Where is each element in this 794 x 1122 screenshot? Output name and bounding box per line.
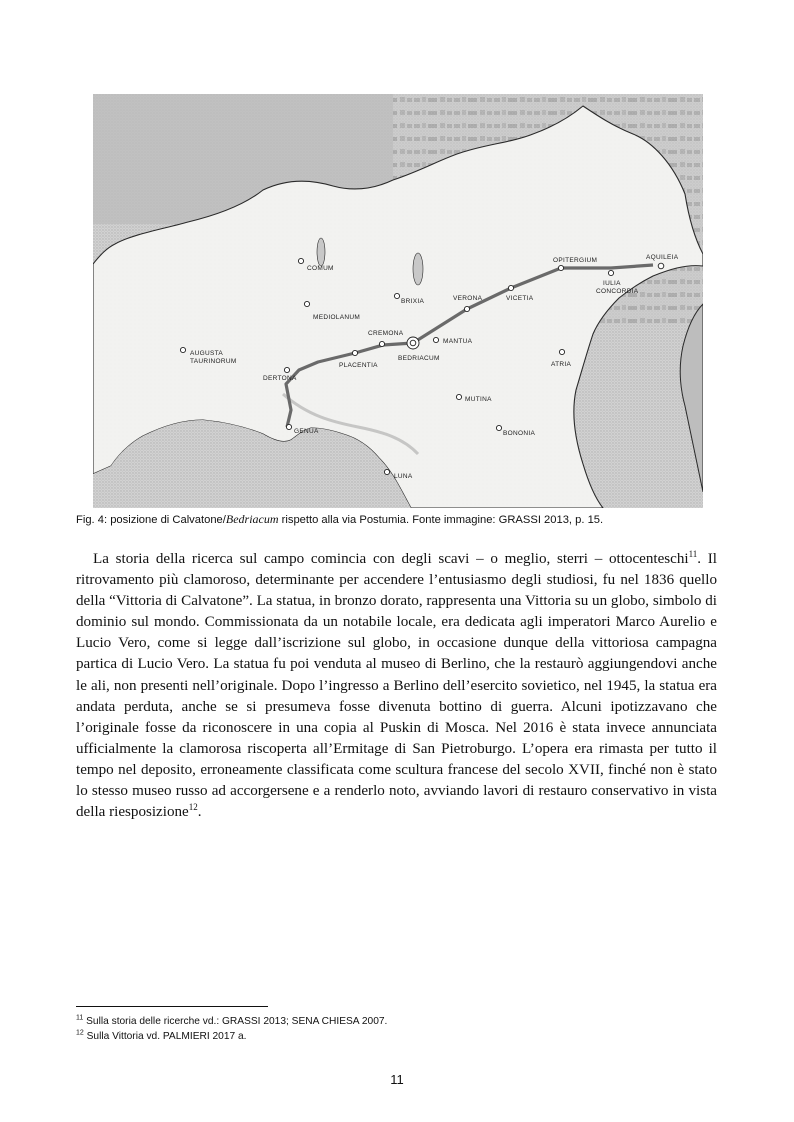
lake-garda [413,253,423,285]
caption-italic: Bedriacum [225,512,279,526]
footnote-separator [76,1006,268,1007]
marker-vicetia [508,285,513,290]
footnote-ref-12[interactable]: 12 [188,802,198,813]
marker-bedriacum-inner [410,340,416,346]
page-number: 11 [390,1072,404,1087]
footnote-number: 12 [76,1029,84,1037]
figure-caption [76,512,726,527]
label-genua: GENUA [294,428,319,435]
lake-como [317,238,325,266]
label-bedriacum: BEDRIACUM [398,355,440,362]
footnote-number: 11 [76,1014,84,1022]
label-iulia-2: CONCORDIA [596,288,639,295]
marker-mutina [456,394,461,399]
marker-dertona [284,367,289,372]
footnote-ref-11[interactable]: 11 [688,548,698,559]
label-cremona: CREMONA [368,330,404,337]
marker-comum [298,258,303,263]
body-paragraph [76,549,717,823]
label-opitergium: OPITERGIUM [553,257,598,264]
marker-iulia [608,270,613,275]
marker-atria [559,349,564,354]
label-vicetia: VICETIA [506,295,534,302]
label-augusta-2: TAURINORUM [190,358,237,365]
label-placentia: PLACENTIA [339,362,378,369]
map-figure [93,94,703,508]
paragraph-part-2: . Il ritrovamento più clamoroso, determinante per accendere l’entusiasmo degli studiosi, fu nel 1836 quello della “Vittoria di Calvatone”. La statua, in bronzo dorato, rappresenta una Vittoria su un globo, simbolo di dominio sul mondo. Commissionata da un notabile locale, era dedicata agli imperatori Marco Aurelio e Lucio Vero, come si legge dall’iscrizione sul globo, in occasione dunque della vittoriosa campagna partica di Lucio Vero. La statua fu poi venduta al museo di Berlino, che la restaurò aggiungendovi anche le ali, non presenti nell’originale. Dopo l’ingresso a Berlino dell’esercito sovietico, nel 1945, la statua era andata perduta, anche se si presumeva fosse divenuta bottino di guerra. Alcuni ipotizzavano che l’originale fosse da riconoscere in una copia al Puskin di Mosca. Nel 2016 è stata invece annunciata ufficialmente la clamorosa riscoperta all’Ermitage di San Pietroburgo. L’opera era rimasta per tutto il tempo nel deposito, erroneamente classificata come scultura francese del secolo XVII, finché non è stato lo stesso museo russo ad accorgersene e a renderlo noto, avviando lavori di restauro conservativo in vista della riesposizione [76,551,717,821]
label-luna: LUNA [394,473,413,480]
label-mantua: MANTUA [443,338,473,345]
label-aquileia: AQUILEIA [646,254,679,261]
marker-cremona [379,341,384,346]
marker-aquileia [658,263,664,269]
label-mutina: MUTINA [465,396,492,403]
marker-augusta [180,347,185,352]
footnote-text: Sulla Vittoria vd. PALMIERI 2017 a. [83,1031,247,1042]
paragraph-part-3: . [197,804,202,821]
label-brixia: BRIXIA [401,298,425,305]
marker-verona [464,306,469,311]
caption-prefix: Fig. 4: posizione di Calvatone/ [76,514,226,526]
caption-suffix: rispetto alla via Postumia. Fonte immagine: GRASSI 2013, p. 15. [278,514,604,526]
label-augusta-1: AUGUSTA [190,350,224,357]
label-atria: ATRIA [551,361,572,368]
label-iulia-1: IULIA [603,280,621,287]
label-bononia: BONONIA [503,430,536,437]
paragraph-part-1: La storia della ricerca sul campo comincia con degli scavi – o meglio, sterri – ottocenteschi [93,551,689,567]
marker-placentia [352,350,357,355]
footnote-11 [76,1016,387,1027]
footnote-12 [76,1031,247,1042]
label-mediolanum: MEDIOLANUM [313,314,361,321]
marker-mantua [433,337,438,342]
marker-bononia [496,425,501,430]
marker-opitergium [558,265,563,270]
label-verona: VERONA [453,295,483,302]
marker-luna [384,469,389,474]
label-dertona: DERTONA [263,375,297,382]
marker-genua [286,424,291,429]
label-comum: COMUM [307,265,334,272]
marker-brixia [394,293,399,298]
footnote-text: Sulla storia delle ricerche vd.: GRASSI 2013; SENA CHIESA 2007. [83,1016,388,1027]
marker-mediolanum [304,301,309,306]
